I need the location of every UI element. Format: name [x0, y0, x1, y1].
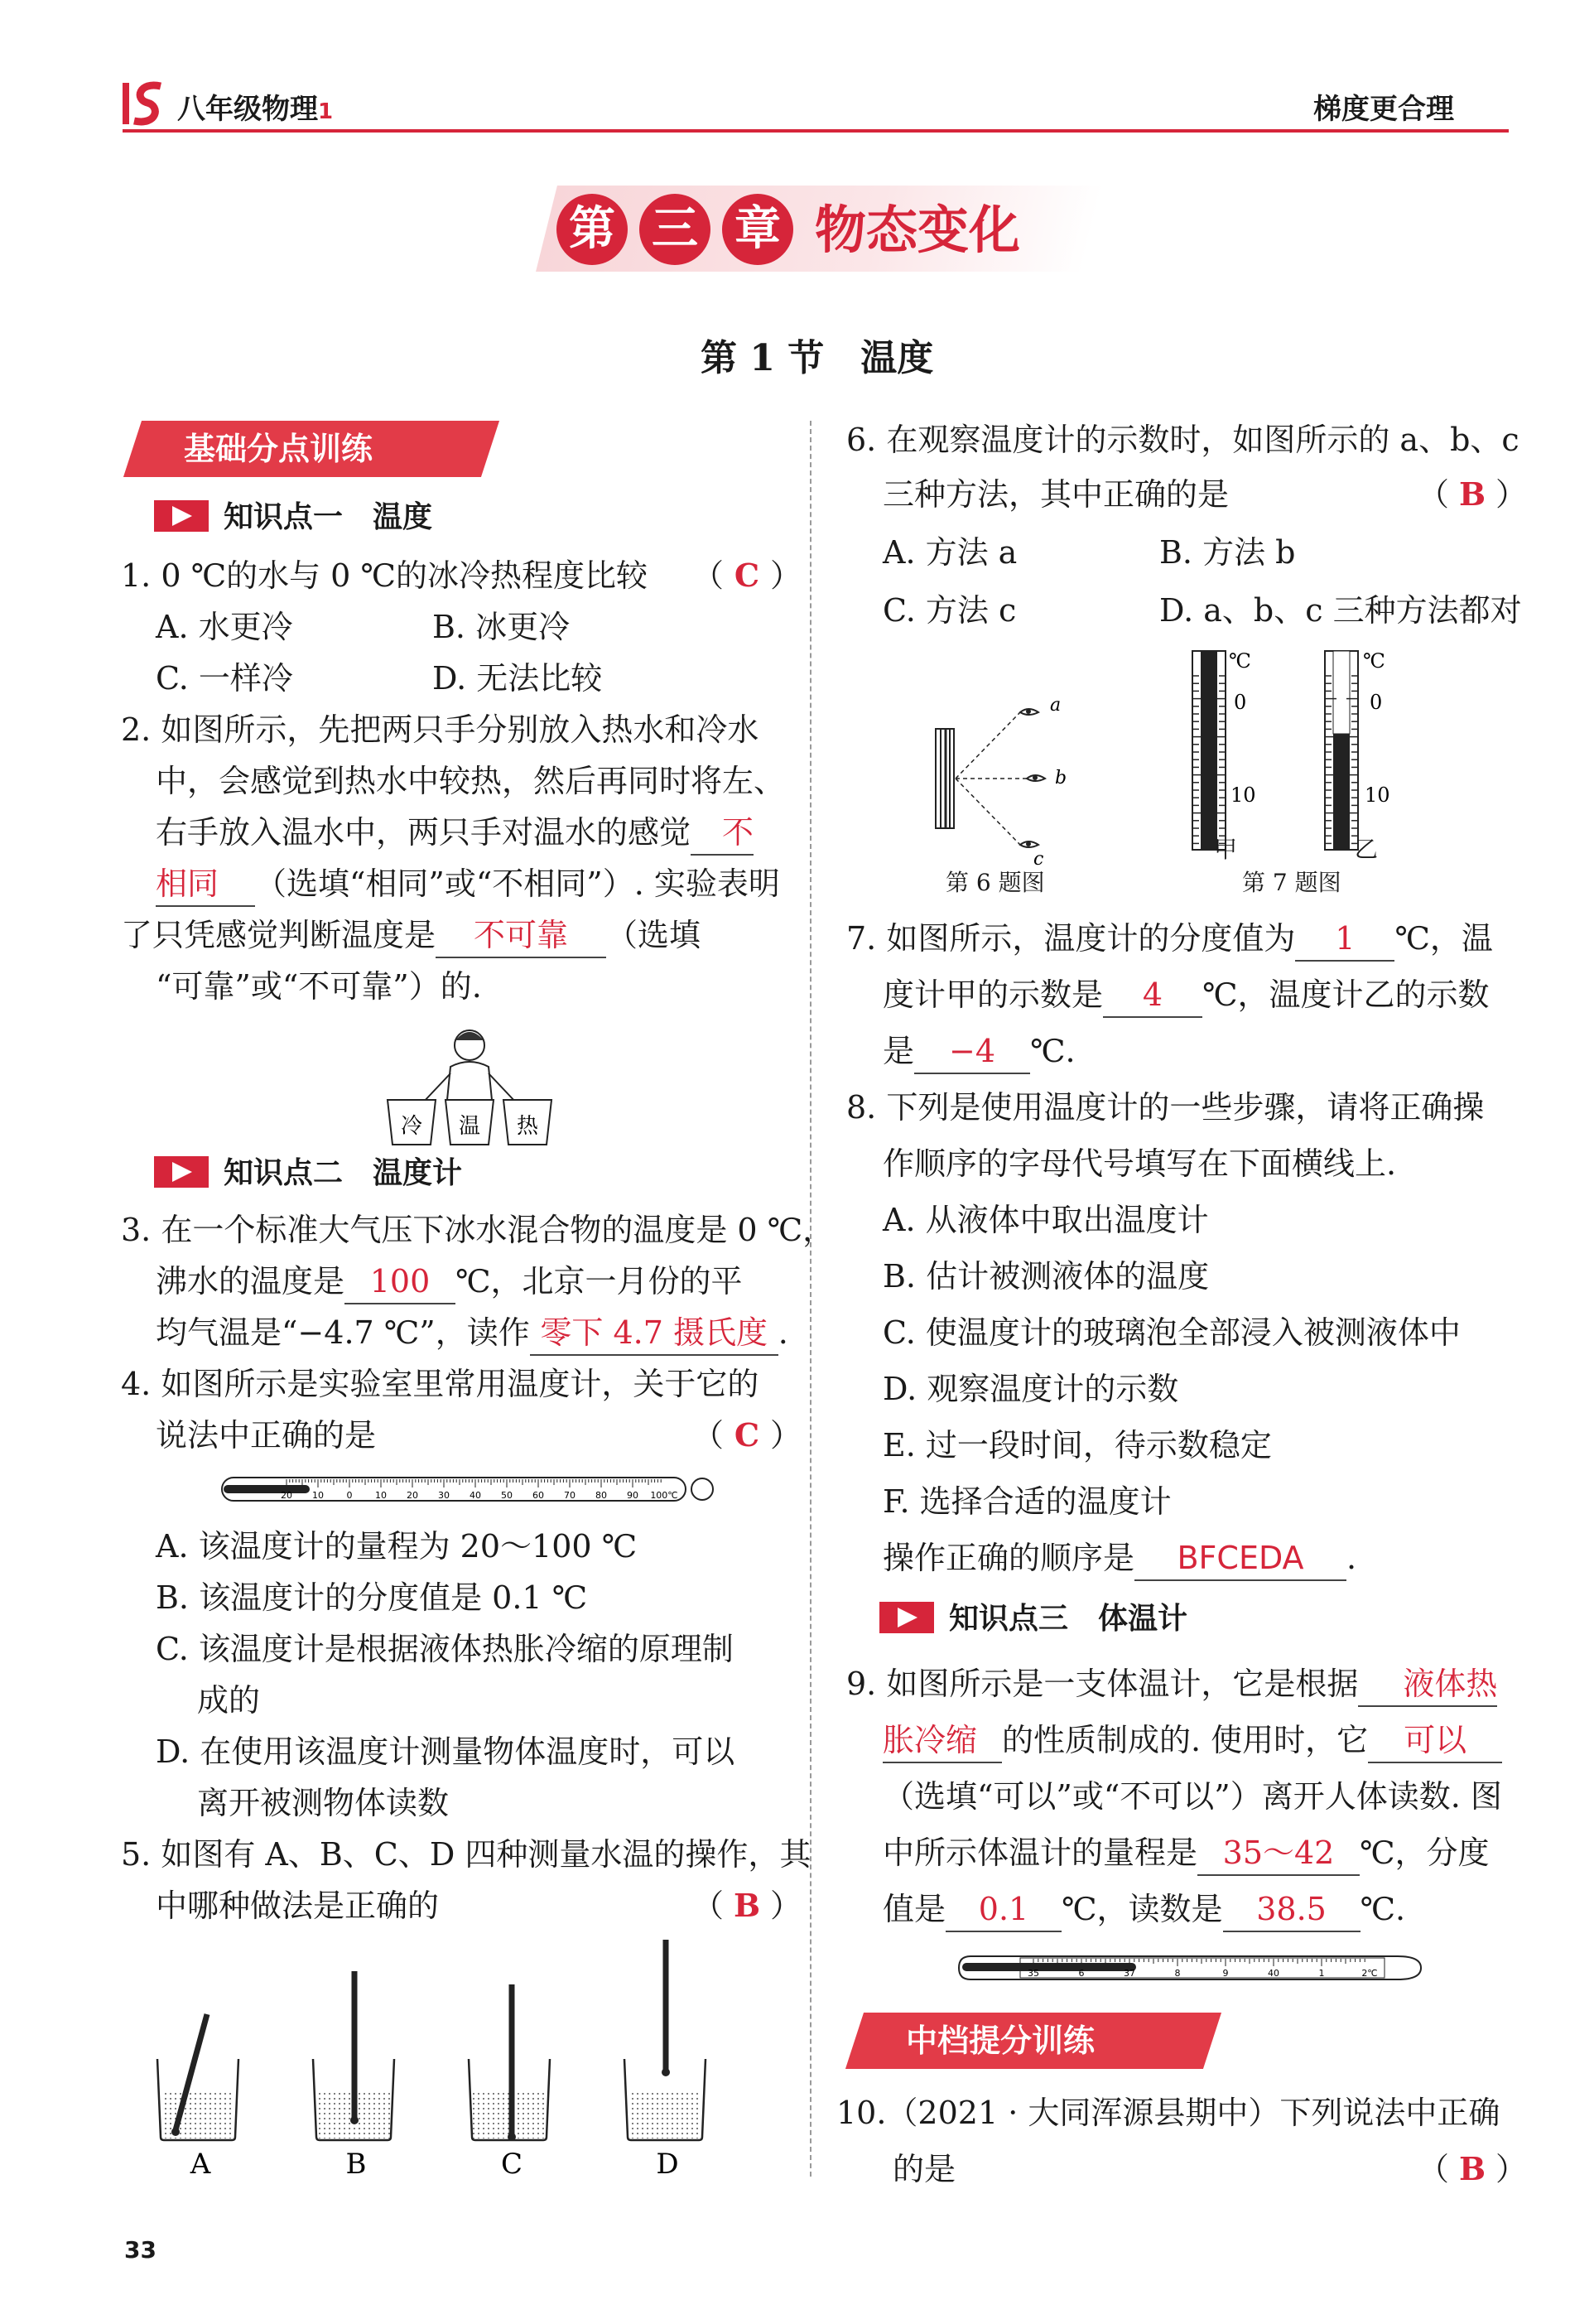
chapter-char-2: 三	[639, 194, 710, 265]
q4-choice-c-line1: C. 该温度计是根据液体热胀冷缩的原理制	[156, 1631, 734, 1667]
q4-scale-label: 10	[375, 1490, 387, 1501]
q1-stem: 1. 0 ℃的水与 0 ℃的冰冷热程度比较	[121, 557, 648, 594]
q1-choice-d: D. 无法比较	[432, 660, 603, 697]
q2-line3: 右手放入温水中，两只手对温水的感觉 不	[156, 807, 754, 858]
q6-figure-caption: 第 6 题图	[946, 869, 1045, 896]
q8-step-b: B. 估计被测液体的温度	[883, 1258, 1210, 1295]
q9-line4: 中所示体温计的量程是 35～42 ℃，分度	[883, 1827, 1490, 1878]
q4-scale-label: 10	[312, 1490, 324, 1501]
beaker-label-b: B	[345, 2148, 367, 2178]
book-volume: 1	[318, 99, 334, 124]
q7-line2: 度计甲的示数是 4 ℃，温度计乙的示数	[883, 969, 1490, 1020]
q9-answer4: 0.1	[946, 1888, 1062, 1932]
q4-choice-a: A. 该温度计的量程为 20～100 ℃	[156, 1528, 638, 1565]
chapter-char-1: 第	[556, 194, 628, 265]
knowledge-point-2: 知识点二 温度计	[154, 1153, 462, 1194]
yi-ten-label: 10	[1365, 784, 1390, 807]
q4-figure-thermometer	[220, 1468, 717, 1511]
q1-answer: C	[734, 557, 760, 594]
q8-line1: 8. 下列是使用温度计的一些步骤，请将正确操	[846, 1089, 1485, 1126]
q2-line6: “可靠”或“不可靠”）的.	[156, 968, 482, 1005]
q9-line5: 值是 0.1 ℃，读数是 38.5 ℃.	[883, 1883, 1405, 1935]
q7-line1: 7. 如图所示，温度计的分度值为 1 ℃，温	[846, 913, 1493, 964]
beaker-label-a: A	[190, 2148, 211, 2178]
play-icon	[154, 500, 209, 532]
q8-step-c: C. 使温度计的玻璃泡全部浸入被测液体中	[883, 1314, 1461, 1351]
q8-line3: 操作正确的顺序是 BFCEDA .	[883, 1532, 1356, 1584]
q2-figure-person-cups	[383, 1024, 556, 1148]
book-name: 八年级物理	[177, 93, 318, 126]
q9-scale-label: 2℃	[1361, 1968, 1378, 1979]
q1-choice-b: B. 冰更冷	[432, 609, 571, 645]
q6-answer-bracket: （ B ）	[1418, 469, 1527, 520]
q9-scale-label: 9	[1222, 1968, 1229, 1979]
q9-scale-label: 1	[1318, 1968, 1325, 1979]
q9-figure-clinical-thermometer	[951, 1946, 1431, 1989]
eye-label-c: c	[1033, 849, 1044, 870]
q2-answer1-part2: 相同	[156, 862, 255, 907]
q7-label-yi: 乙	[1355, 836, 1379, 863]
q4-scale-label: 70	[564, 1490, 576, 1501]
q4-scale-label: 50	[501, 1490, 513, 1501]
q8-line2: 作顺序的字母代号填写在下面横线上.	[883, 1145, 1397, 1182]
q4-answer-bracket: （ C ）	[692, 1410, 802, 1461]
q7-label-jia: 甲	[1214, 836, 1238, 863]
header-rule	[123, 129, 1509, 133]
play-icon	[879, 1602, 934, 1633]
q8-answer: BFCEDA	[1134, 1536, 1346, 1581]
q6-figure-eye-positions	[927, 687, 1093, 870]
beaker-label-d: D	[656, 2148, 679, 2178]
page-number: 33	[124, 2236, 157, 2264]
header-slogan: 梯度更合理	[1313, 93, 1454, 126]
q9-answer2: 可以	[1368, 1719, 1502, 1763]
q4-scale-label: 80	[595, 1490, 607, 1501]
q8-step-e: E. 过一段时间，待示数稳定	[883, 1427, 1272, 1463]
q2-line2: 中，会感觉到热水中较热，然后再同时将左、	[156, 763, 786, 799]
q10-line1: 10.（2021 · 大同浑源县期中）下列说法中正确	[836, 2095, 1500, 2131]
knowledge-point-1: 知识点一 温度	[154, 497, 432, 538]
q4-answer: C	[734, 1416, 760, 1454]
column-divider	[810, 421, 811, 2177]
q9-answer5: 38.5	[1223, 1888, 1361, 1932]
q5-answer: B	[733, 1887, 761, 1924]
q2-line4: 相同 （选填“相同”或“不相同”）. 实验表明	[156, 858, 780, 909]
q6-choice-d: D. a、b、c 三种方法都对	[1159, 592, 1522, 629]
q6-line1: 6. 在观察温度计的示数时，如图所示的 a、b、c	[846, 422, 1519, 458]
play-icon	[154, 1156, 209, 1188]
q8-step-a: A. 从液体中取出温度计	[883, 1202, 1209, 1238]
q9-answer1-part2: 胀冷缩	[883, 1719, 1002, 1763]
chapter-title: 物态变化	[815, 200, 1021, 260]
q9-line1: 9. 如图所示是一支体温计，它是根据 液体热	[846, 1658, 1497, 1709]
banner-mid-training: 中档提分训练	[845, 2013, 1221, 2069]
q1-answer-bracket: （ C ）	[692, 550, 802, 601]
q7-answer3: −4	[914, 1029, 1030, 1074]
q4-line1: 4. 如图所示是实验室里常用温度计，关于它的	[121, 1366, 759, 1402]
cup-cold-label: 冷	[400, 1114, 423, 1139]
q4-choice-d-line2: 离开被测物体读数	[197, 1785, 450, 1821]
banner-basic-training: 基础分点训练	[123, 421, 499, 477]
q9-line2: 胀冷缩 的性质制成的. 使用时，它 可以	[883, 1714, 1502, 1766]
q10-answer-bracket: （ B ）	[1418, 2143, 1527, 2195]
q6-answer: B	[1458, 475, 1486, 513]
q4-line2: 说法中正确的是	[156, 1417, 377, 1454]
q6-line2: 三种方法，其中正确的是	[883, 476, 1230, 513]
q6-choice-b: B. 方法 b	[1159, 534, 1296, 571]
q4-scale-label: 20	[407, 1490, 418, 1501]
q4-scale-label: 30	[438, 1490, 450, 1501]
q3-line3: 均气温是“−4.7 ℃”，读作 零下 4.7 摄氏度 .	[156, 1307, 788, 1358]
q9-scale-label: 40	[1268, 1968, 1279, 1979]
jia-ten-label: 10	[1230, 784, 1256, 807]
beaker-label-c: C	[500, 2148, 523, 2178]
header-logo	[123, 80, 169, 128]
q3-line2: 沸水的温度是 100 ℃，北京一月份的平	[156, 1256, 743, 1307]
cup-hot-label: 热	[516, 1114, 539, 1139]
q4-scale-label: 90	[627, 1490, 638, 1501]
knowledge-point-3: 知识点三 体温计	[879, 1598, 1187, 1640]
jia-zero-label: 0	[1234, 691, 1247, 714]
q6-choice-c: C. 方法 c	[883, 592, 1017, 629]
q3-answer2: 零下 4.7 摄氏度	[530, 1311, 778, 1356]
q7-answer1: 1	[1295, 917, 1394, 962]
q5-answer-bracket: （ B ）	[692, 1880, 802, 1931]
q8-step-d: D. 观察温度计的示数	[883, 1371, 1179, 1407]
q9-scale-label: 37	[1124, 1968, 1135, 1979]
q9-scale-label: 35	[1028, 1968, 1039, 1979]
q5-line2: 中哪种做法是正确的	[156, 1888, 440, 1924]
q7-answer2: 4	[1103, 973, 1202, 1018]
q9-scale-label: 6	[1078, 1968, 1085, 1979]
chapter-number-badges	[556, 194, 797, 265]
q10-line2: 的是	[893, 2151, 956, 2187]
q2-line5: 了只凭感觉判断温度是 不可靠 （选填	[121, 909, 701, 961]
q4-scale-label: 100℃	[650, 1490, 678, 1501]
yi-unit-label: ℃	[1363, 649, 1385, 673]
section-title: 第 1 节 温度	[701, 337, 934, 379]
q2-answer1-part1: 不	[691, 811, 754, 856]
q4-choice-d-line1: D. 在使用该温度计测量物体温度时，可以	[156, 1733, 735, 1770]
eye-label-b: b	[1055, 768, 1067, 788]
q9-line3: （选填“可以”或“不可以”）离开人体读数. 图	[883, 1778, 1502, 1815]
cup-warm-label: 温	[458, 1114, 481, 1139]
q4-scale-label: 40	[470, 1490, 481, 1501]
yi-zero-label: 0	[1370, 691, 1383, 714]
q3-answer1: 100	[344, 1260, 455, 1304]
q8-step-f: F. 选择合适的温度计	[883, 1483, 1172, 1520]
q7-line3: 是 −4 ℃.	[883, 1025, 1076, 1077]
q2-line1: 2. 如图所示，先把两只手分别放入热水和冷水	[121, 711, 759, 748]
q4-scale-label: 0	[346, 1490, 353, 1501]
header-book-title	[177, 86, 333, 127]
q5-figure-beakers	[149, 1938, 770, 2178]
q7-figure-caption: 第 7 题图	[1242, 869, 1341, 896]
q5-line1: 5. 如图有 A、B、C、D 四种测量水温的操作，其	[121, 1836, 811, 1873]
q10-answer: B	[1458, 2150, 1486, 2187]
q4-scale-label: 20	[281, 1490, 292, 1501]
q2-answer2: 不可靠	[436, 914, 606, 958]
q1-choice-a: A. 水更冷	[156, 609, 293, 645]
q4-choice-c-line2: 成的	[197, 1682, 261, 1719]
jia-unit-label: ℃	[1229, 649, 1251, 673]
q9-answer3: 35～42	[1197, 1831, 1360, 1876]
q4-scale-label: 60	[532, 1490, 544, 1501]
eye-label-a: a	[1050, 695, 1062, 716]
q4-choice-b: B. 该温度计的分度值是 0.1 ℃	[156, 1579, 588, 1616]
q3-line1: 3. 在一个标准大气压下冰水混合物的温度是 0 ℃，	[121, 1212, 835, 1248]
q6-choice-a: A. 方法 a	[883, 534, 1018, 571]
chapter-char-3: 章	[722, 194, 793, 265]
q9-answer1-part1: 液体热	[1358, 1662, 1497, 1707]
q9-scale-label: 8	[1174, 1968, 1181, 1979]
q1-choice-c: C. 一样冷	[156, 660, 293, 697]
